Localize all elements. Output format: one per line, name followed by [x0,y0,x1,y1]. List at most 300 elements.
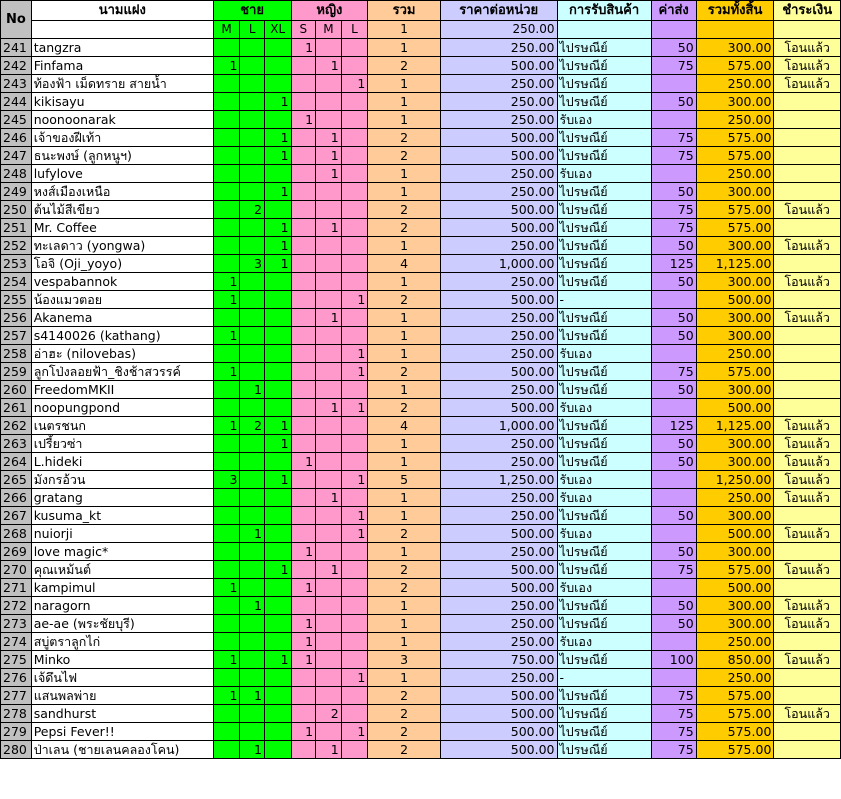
cell-female-l[interactable] [341,417,368,435]
cell-total[interactable]: 3 [368,651,441,669]
cell-name[interactable]: FreedomMKII [31,381,213,399]
cell-female-m[interactable]: 1 [316,165,342,183]
cell-female-m[interactable] [316,255,342,273]
cell-name[interactable]: ท้องฟ้า เม็ดทราย สายน้ำ [31,75,213,93]
cell-no[interactable]: 274 [1,633,32,651]
cell-payment[interactable] [774,129,841,147]
cell-female-s[interactable] [291,471,316,489]
cell-pickup[interactable]: ไปรษณีย์ [557,75,651,93]
cell-grand-total[interactable]: 300.00 [696,435,774,453]
cell-no[interactable]: 247 [1,147,32,165]
cell-no[interactable]: 269 [1,543,32,561]
header-male[interactable]: ชาย [213,1,291,21]
cell-male-m[interactable] [213,705,240,723]
cell-female-l[interactable] [341,687,368,705]
size-male-m[interactable]: M [213,21,240,39]
cell-unit-price[interactable]: 250.00 [440,183,557,201]
cell-no[interactable]: 265 [1,471,32,489]
cell-male-xl[interactable] [264,669,291,687]
cell-name[interactable]: vespabannok [31,273,213,291]
cell-payment[interactable]: โอนแล้ว [774,525,841,543]
cell-payment[interactable] [774,381,841,399]
cell-female-m[interactable] [316,39,342,57]
cell-shipping[interactable]: 75 [651,57,696,75]
cell-female-m[interactable] [316,723,342,741]
cell-shipping[interactable]: 125 [651,417,696,435]
cell-male-xl[interactable] [264,39,291,57]
cell-female-s[interactable] [291,327,316,345]
cell-total[interactable]: 2 [368,723,441,741]
cell-pickup[interactable]: ไปรษณีย์ [557,129,651,147]
cell-name[interactable]: L.hideki [31,453,213,471]
cell-payment[interactable] [774,363,841,381]
cell-female-l[interactable] [341,255,368,273]
cell-total[interactable]: 2 [368,579,441,597]
cell-unit-price[interactable]: 500.00 [440,723,557,741]
cell-grand-total[interactable]: 250.00 [696,489,774,507]
cell-shipping[interactable]: 100 [651,651,696,669]
cell-total[interactable]: 2 [368,147,441,165]
header-unit-price[interactable]: ราคาต่อหน่วย [440,1,557,21]
cell-total[interactable]: 1 [368,507,441,525]
cell-female-s[interactable]: 1 [291,723,316,741]
cell-pickup[interactable]: ไปรษณีย์ [557,309,651,327]
cell-pickup[interactable]: ไปรษณีย์ [557,219,651,237]
cell-male-l[interactable] [240,237,265,255]
cell-unit-price[interactable]: 500.00 [440,687,557,705]
cell-male-xl[interactable] [264,345,291,363]
cell-no[interactable]: 266 [1,489,32,507]
cell-no[interactable]: 262 [1,417,32,435]
cell-female-l[interactable] [341,183,368,201]
first-row-shipping-cell[interactable] [651,21,696,39]
cell-payment[interactable]: โอนแล้ว [774,597,841,615]
cell-female-l[interactable] [341,129,368,147]
cell-shipping[interactable]: 50 [651,183,696,201]
cell-female-m[interactable] [316,183,342,201]
cell-pickup[interactable]: - [557,291,651,309]
cell-male-m[interactable] [213,723,240,741]
cell-pickup[interactable]: ไปรษณีย์ [557,255,651,273]
cell-payment[interactable] [774,345,841,363]
cell-grand-total[interactable]: 300.00 [696,237,774,255]
cell-payment[interactable]: โอนแล้ว [774,615,841,633]
cell-no[interactable]: 255 [1,291,32,309]
cell-female-m[interactable] [316,75,342,93]
cell-male-l[interactable] [240,399,265,417]
cell-name[interactable]: โอจิ (Oji_yoyo) [31,255,213,273]
cell-no[interactable]: 251 [1,219,32,237]
first-row-price[interactable]: 250.00 [440,21,557,39]
cell-male-xl[interactable]: 1 [264,561,291,579]
cell-male-m[interactable] [213,93,240,111]
cell-male-xl[interactable] [264,543,291,561]
cell-total[interactable]: 2 [368,705,441,723]
cell-no[interactable]: 241 [1,39,32,57]
cell-female-m[interactable]: 1 [316,129,342,147]
cell-pickup[interactable]: ไปรษณีย์ [557,597,651,615]
cell-male-m[interactable] [213,111,240,129]
cell-shipping[interactable] [651,525,696,543]
cell-pickup[interactable]: รับเอง [557,633,651,651]
cell-no[interactable]: 273 [1,615,32,633]
cell-male-xl[interactable] [264,489,291,507]
cell-female-m[interactable] [316,345,342,363]
cell-shipping[interactable]: 50 [651,597,696,615]
cell-male-xl[interactable]: 1 [264,255,291,273]
cell-unit-price[interactable]: 250.00 [440,381,557,399]
cell-no[interactable]: 275 [1,651,32,669]
cell-no[interactable]: 270 [1,561,32,579]
cell-shipping[interactable]: 75 [651,147,696,165]
cell-total[interactable]: 1 [368,669,441,687]
cell-no[interactable]: 248 [1,165,32,183]
cell-female-m[interactable] [316,453,342,471]
cell-male-xl[interactable] [264,579,291,597]
cell-male-m[interactable] [213,75,240,93]
header-payment[interactable]: ชำระเงิน [774,1,841,21]
cell-name[interactable]: Mr. Coffee [31,219,213,237]
cell-no[interactable]: 249 [1,183,32,201]
cell-no[interactable]: 250 [1,201,32,219]
cell-total[interactable]: 1 [368,93,441,111]
cell-female-l[interactable]: 1 [341,291,368,309]
cell-name[interactable]: lufylove [31,165,213,183]
cell-payment[interactable] [774,741,841,759]
header-name[interactable]: นามแฝง [31,1,213,21]
cell-total[interactable]: 1 [368,273,441,291]
cell-male-m[interactable] [213,633,240,651]
cell-name[interactable]: เนตรชนก [31,417,213,435]
cell-female-l[interactable] [341,561,368,579]
cell-total[interactable]: 1 [368,381,441,399]
cell-male-l[interactable] [240,507,265,525]
cell-male-xl[interactable] [264,291,291,309]
cell-total[interactable]: 1 [368,309,441,327]
cell-female-l[interactable] [341,327,368,345]
cell-male-m[interactable]: 1 [213,57,240,75]
cell-name[interactable]: ลูกโป่งลอยฟ้า_ชิงช้าสวรรค์ [31,363,213,381]
cell-male-xl[interactable] [264,381,291,399]
cell-male-l[interactable] [240,75,265,93]
cell-female-l[interactable] [341,633,368,651]
cell-shipping[interactable]: 75 [651,705,696,723]
cell-total[interactable]: 5 [368,471,441,489]
cell-grand-total[interactable]: 300.00 [696,615,774,633]
cell-female-s[interactable] [291,381,316,399]
cell-name[interactable]: สบู่ตราลูกไก่ [31,633,213,651]
cell-female-l[interactable] [341,489,368,507]
cell-unit-price[interactable]: 250.00 [440,93,557,111]
cell-female-s[interactable] [291,705,316,723]
cell-male-l[interactable] [240,291,265,309]
cell-shipping[interactable]: 50 [651,237,696,255]
cell-shipping[interactable] [651,633,696,651]
cell-male-l[interactable]: 1 [240,741,265,759]
cell-male-xl[interactable]: 1 [264,237,291,255]
cell-unit-price[interactable]: 1,000.00 [440,417,557,435]
cell-female-l[interactable]: 1 [341,363,368,381]
cell-payment[interactable] [774,147,841,165]
cell-shipping[interactable]: 50 [651,435,696,453]
cell-male-xl[interactable]: 1 [264,129,291,147]
cell-female-s[interactable]: 1 [291,633,316,651]
cell-name[interactable]: Pepsi Fever!! [31,723,213,741]
cell-male-xl[interactable] [264,741,291,759]
cell-name[interactable]: kampimul [31,579,213,597]
cell-shipping[interactable] [651,165,696,183]
cell-female-m[interactable] [316,507,342,525]
cell-total[interactable]: 1 [368,111,441,129]
cell-female-s[interactable] [291,183,316,201]
cell-unit-price[interactable]: 500.00 [440,201,557,219]
cell-male-l[interactable] [240,453,265,471]
cell-male-l[interactable] [240,651,265,669]
cell-payment[interactable]: โอนแล้ว [774,651,841,669]
cell-name[interactable]: Minko [31,651,213,669]
cell-pickup[interactable]: ไปรษณีย์ [557,561,651,579]
cell-name[interactable]: noonoonarak [31,111,213,129]
cell-pickup[interactable]: ไปรษณีย์ [557,381,651,399]
cell-total[interactable]: 1 [368,435,441,453]
cell-pickup[interactable]: รับเอง [557,525,651,543]
cell-grand-total[interactable]: 300.00 [696,453,774,471]
cell-male-xl[interactable] [264,633,291,651]
cell-female-m[interactable]: 2 [316,705,342,723]
cell-no[interactable]: 259 [1,363,32,381]
cell-pickup[interactable]: รับเอง [557,399,651,417]
cell-no[interactable]: 260 [1,381,32,399]
cell-female-l[interactable]: 1 [341,471,368,489]
cell-male-l[interactable]: 2 [240,201,265,219]
cell-female-l[interactable]: 1 [341,525,368,543]
cell-female-m[interactable]: 1 [316,219,342,237]
cell-male-l[interactable] [240,705,265,723]
cell-male-m[interactable] [213,525,240,543]
cell-male-m[interactable]: 1 [213,579,240,597]
header-total[interactable]: รวม [368,1,441,21]
cell-male-l[interactable] [240,57,265,75]
cell-payment[interactable] [774,327,841,345]
cell-total[interactable]: 2 [368,291,441,309]
cell-total[interactable]: 1 [368,489,441,507]
cell-payment[interactable] [774,255,841,273]
cell-female-m[interactable] [316,273,342,291]
cell-male-m[interactable] [213,237,240,255]
cell-grand-total[interactable]: 300.00 [696,507,774,525]
cell-grand-total[interactable]: 300.00 [696,381,774,399]
cell-male-m[interactable] [213,507,240,525]
cell-name[interactable]: ae-ae (พระชัยบุรี) [31,615,213,633]
cell-payment[interactable]: โอนแล้ว [774,273,841,291]
cell-male-m[interactable] [213,399,240,417]
cell-male-xl[interactable] [264,165,291,183]
cell-total[interactable]: 2 [368,399,441,417]
size-male-l[interactable]: L [240,21,265,39]
cell-female-m[interactable] [316,435,342,453]
cell-shipping[interactable] [651,489,696,507]
cell-grand-total[interactable]: 575.00 [696,147,774,165]
cell-female-s[interactable] [291,93,316,111]
cell-pickup[interactable]: - [557,669,651,687]
cell-male-xl[interactable] [264,57,291,75]
cell-male-xl[interactable] [264,399,291,417]
cell-female-m[interactable] [316,597,342,615]
cell-female-m[interactable] [316,237,342,255]
cell-female-s[interactable] [291,561,316,579]
cell-name[interactable]: sandhurst [31,705,213,723]
cell-no[interactable]: 258 [1,345,32,363]
cell-no[interactable]: 278 [1,705,32,723]
cell-female-l[interactable] [341,309,368,327]
cell-shipping[interactable]: 50 [651,273,696,291]
cell-male-m[interactable] [213,381,240,399]
cell-pickup[interactable]: รับเอง [557,489,651,507]
cell-male-l[interactable] [240,93,265,111]
cell-grand-total[interactable]: 575.00 [696,687,774,705]
cell-female-s[interactable] [291,507,316,525]
cell-no[interactable]: 279 [1,723,32,741]
cell-grand-total[interactable]: 300.00 [696,183,774,201]
cell-payment[interactable] [774,291,841,309]
cell-female-l[interactable] [341,93,368,111]
cell-payment[interactable]: โอนแล้ว [774,39,841,57]
cell-no[interactable]: 277 [1,687,32,705]
cell-male-xl[interactable] [264,525,291,543]
cell-male-xl[interactable] [264,453,291,471]
cell-grand-total[interactable]: 500.00 [696,579,774,597]
cell-shipping[interactable]: 50 [651,543,696,561]
cell-female-l[interactable] [341,453,368,471]
cell-female-l[interactable] [341,39,368,57]
cell-pickup[interactable]: ไปรษณีย์ [557,57,651,75]
cell-male-l[interactable] [240,363,265,381]
cell-grand-total[interactable]: 1,250.00 [696,471,774,489]
cell-unit-price[interactable]: 500.00 [440,129,557,147]
cell-shipping[interactable]: 75 [651,201,696,219]
cell-no[interactable]: 268 [1,525,32,543]
cell-unit-price[interactable]: 250.00 [440,543,557,561]
cell-unit-price[interactable]: 250.00 [440,111,557,129]
cell-unit-price[interactable]: 500.00 [440,147,557,165]
cell-pickup[interactable]: ไปรษณีย์ [557,363,651,381]
cell-payment[interactable]: โอนแล้ว [774,417,841,435]
cell-male-l[interactable] [240,561,265,579]
cell-payment[interactable] [774,399,841,417]
cell-shipping[interactable]: 75 [651,687,696,705]
first-row-payment-cell[interactable] [774,21,841,39]
cell-grand-total[interactable]: 575.00 [696,219,774,237]
cell-male-m[interactable]: 1 [213,273,240,291]
cell-male-xl[interactable] [264,705,291,723]
cell-unit-price[interactable]: 250.00 [440,669,557,687]
cell-female-l[interactable] [341,741,368,759]
cell-male-l[interactable]: 1 [240,525,265,543]
cell-payment[interactable]: โอนแล้ว [774,309,841,327]
cell-grand-total[interactable]: 250.00 [696,111,774,129]
cell-female-m[interactable]: 1 [316,147,342,165]
cell-no[interactable]: 244 [1,93,32,111]
cell-name[interactable]: แสนพลพ่าย [31,687,213,705]
cell-female-l[interactable] [341,435,368,453]
cell-grand-total[interactable]: 500.00 [696,525,774,543]
cell-unit-price[interactable]: 250.00 [440,327,557,345]
cell-grand-total[interactable]: 575.00 [696,129,774,147]
cell-no[interactable]: 267 [1,507,32,525]
cell-female-m[interactable] [316,93,342,111]
cell-unit-price[interactable]: 1,250.00 [440,471,557,489]
cell-grand-total[interactable]: 1,125.00 [696,255,774,273]
cell-unit-price[interactable]: 250.00 [440,273,557,291]
cell-grand-total[interactable]: 500.00 [696,399,774,417]
cell-shipping[interactable]: 50 [651,309,696,327]
cell-male-m[interactable] [213,453,240,471]
cell-female-m[interactable] [316,291,342,309]
cell-unit-price[interactable]: 250.00 [440,597,557,615]
cell-female-l[interactable]: 1 [341,723,368,741]
cell-male-m[interactable]: 1 [213,291,240,309]
cell-shipping[interactable] [651,75,696,93]
cell-grand-total[interactable]: 300.00 [696,93,774,111]
cell-no[interactable]: 243 [1,75,32,93]
cell-payment[interactable] [774,507,841,525]
cell-male-m[interactable]: 1 [213,651,240,669]
cell-male-m[interactable] [213,435,240,453]
cell-male-l[interactable] [240,543,265,561]
cell-unit-price[interactable]: 250.00 [440,75,557,93]
cell-male-m[interactable] [213,147,240,165]
cell-shipping[interactable]: 50 [651,327,696,345]
cell-shipping[interactable]: 75 [651,129,696,147]
cell-payment[interactable] [774,723,841,741]
cell-unit-price[interactable]: 250.00 [440,165,557,183]
cell-no[interactable]: 257 [1,327,32,345]
cell-pickup[interactable]: ไปรษณีย์ [557,237,651,255]
cell-female-s[interactable] [291,255,316,273]
cell-male-m[interactable] [213,39,240,57]
cell-name[interactable]: noopungpond [31,399,213,417]
cell-female-l[interactable]: 1 [341,669,368,687]
cell-grand-total[interactable]: 500.00 [696,291,774,309]
cell-male-l[interactable] [240,183,265,201]
cell-male-xl[interactable] [264,363,291,381]
cell-grand-total[interactable]: 575.00 [696,561,774,579]
header-grand-total[interactable]: รวมทั้งสิ้น [696,1,774,21]
cell-male-l[interactable] [240,471,265,489]
cell-name[interactable]: nuiorji [31,525,213,543]
cell-male-l[interactable] [240,129,265,147]
header-shipping[interactable]: ค่าส่ง [651,1,696,21]
cell-female-m[interactable]: 1 [316,399,342,417]
cell-male-l[interactable] [240,309,265,327]
cell-female-l[interactable]: 1 [341,75,368,93]
cell-male-l[interactable]: 2 [240,417,265,435]
cell-no[interactable]: 276 [1,669,32,687]
cell-female-s[interactable] [291,741,316,759]
cell-name[interactable]: kikisayu [31,93,213,111]
cell-grand-total[interactable]: 1,125.00 [696,417,774,435]
cell-female-s[interactable]: 1 [291,39,316,57]
cell-payment[interactable]: โอนแล้ว [774,75,841,93]
cell-name[interactable]: ธนะพงษ์ (ลูกหนูฯ) [31,147,213,165]
cell-no[interactable]: 271 [1,579,32,597]
cell-female-l[interactable]: 1 [341,345,368,363]
cell-female-s[interactable] [291,489,316,507]
cell-no[interactable]: 263 [1,435,32,453]
cell-female-s[interactable] [291,435,316,453]
cell-total[interactable]: 2 [368,525,441,543]
cell-grand-total[interactable]: 575.00 [696,363,774,381]
